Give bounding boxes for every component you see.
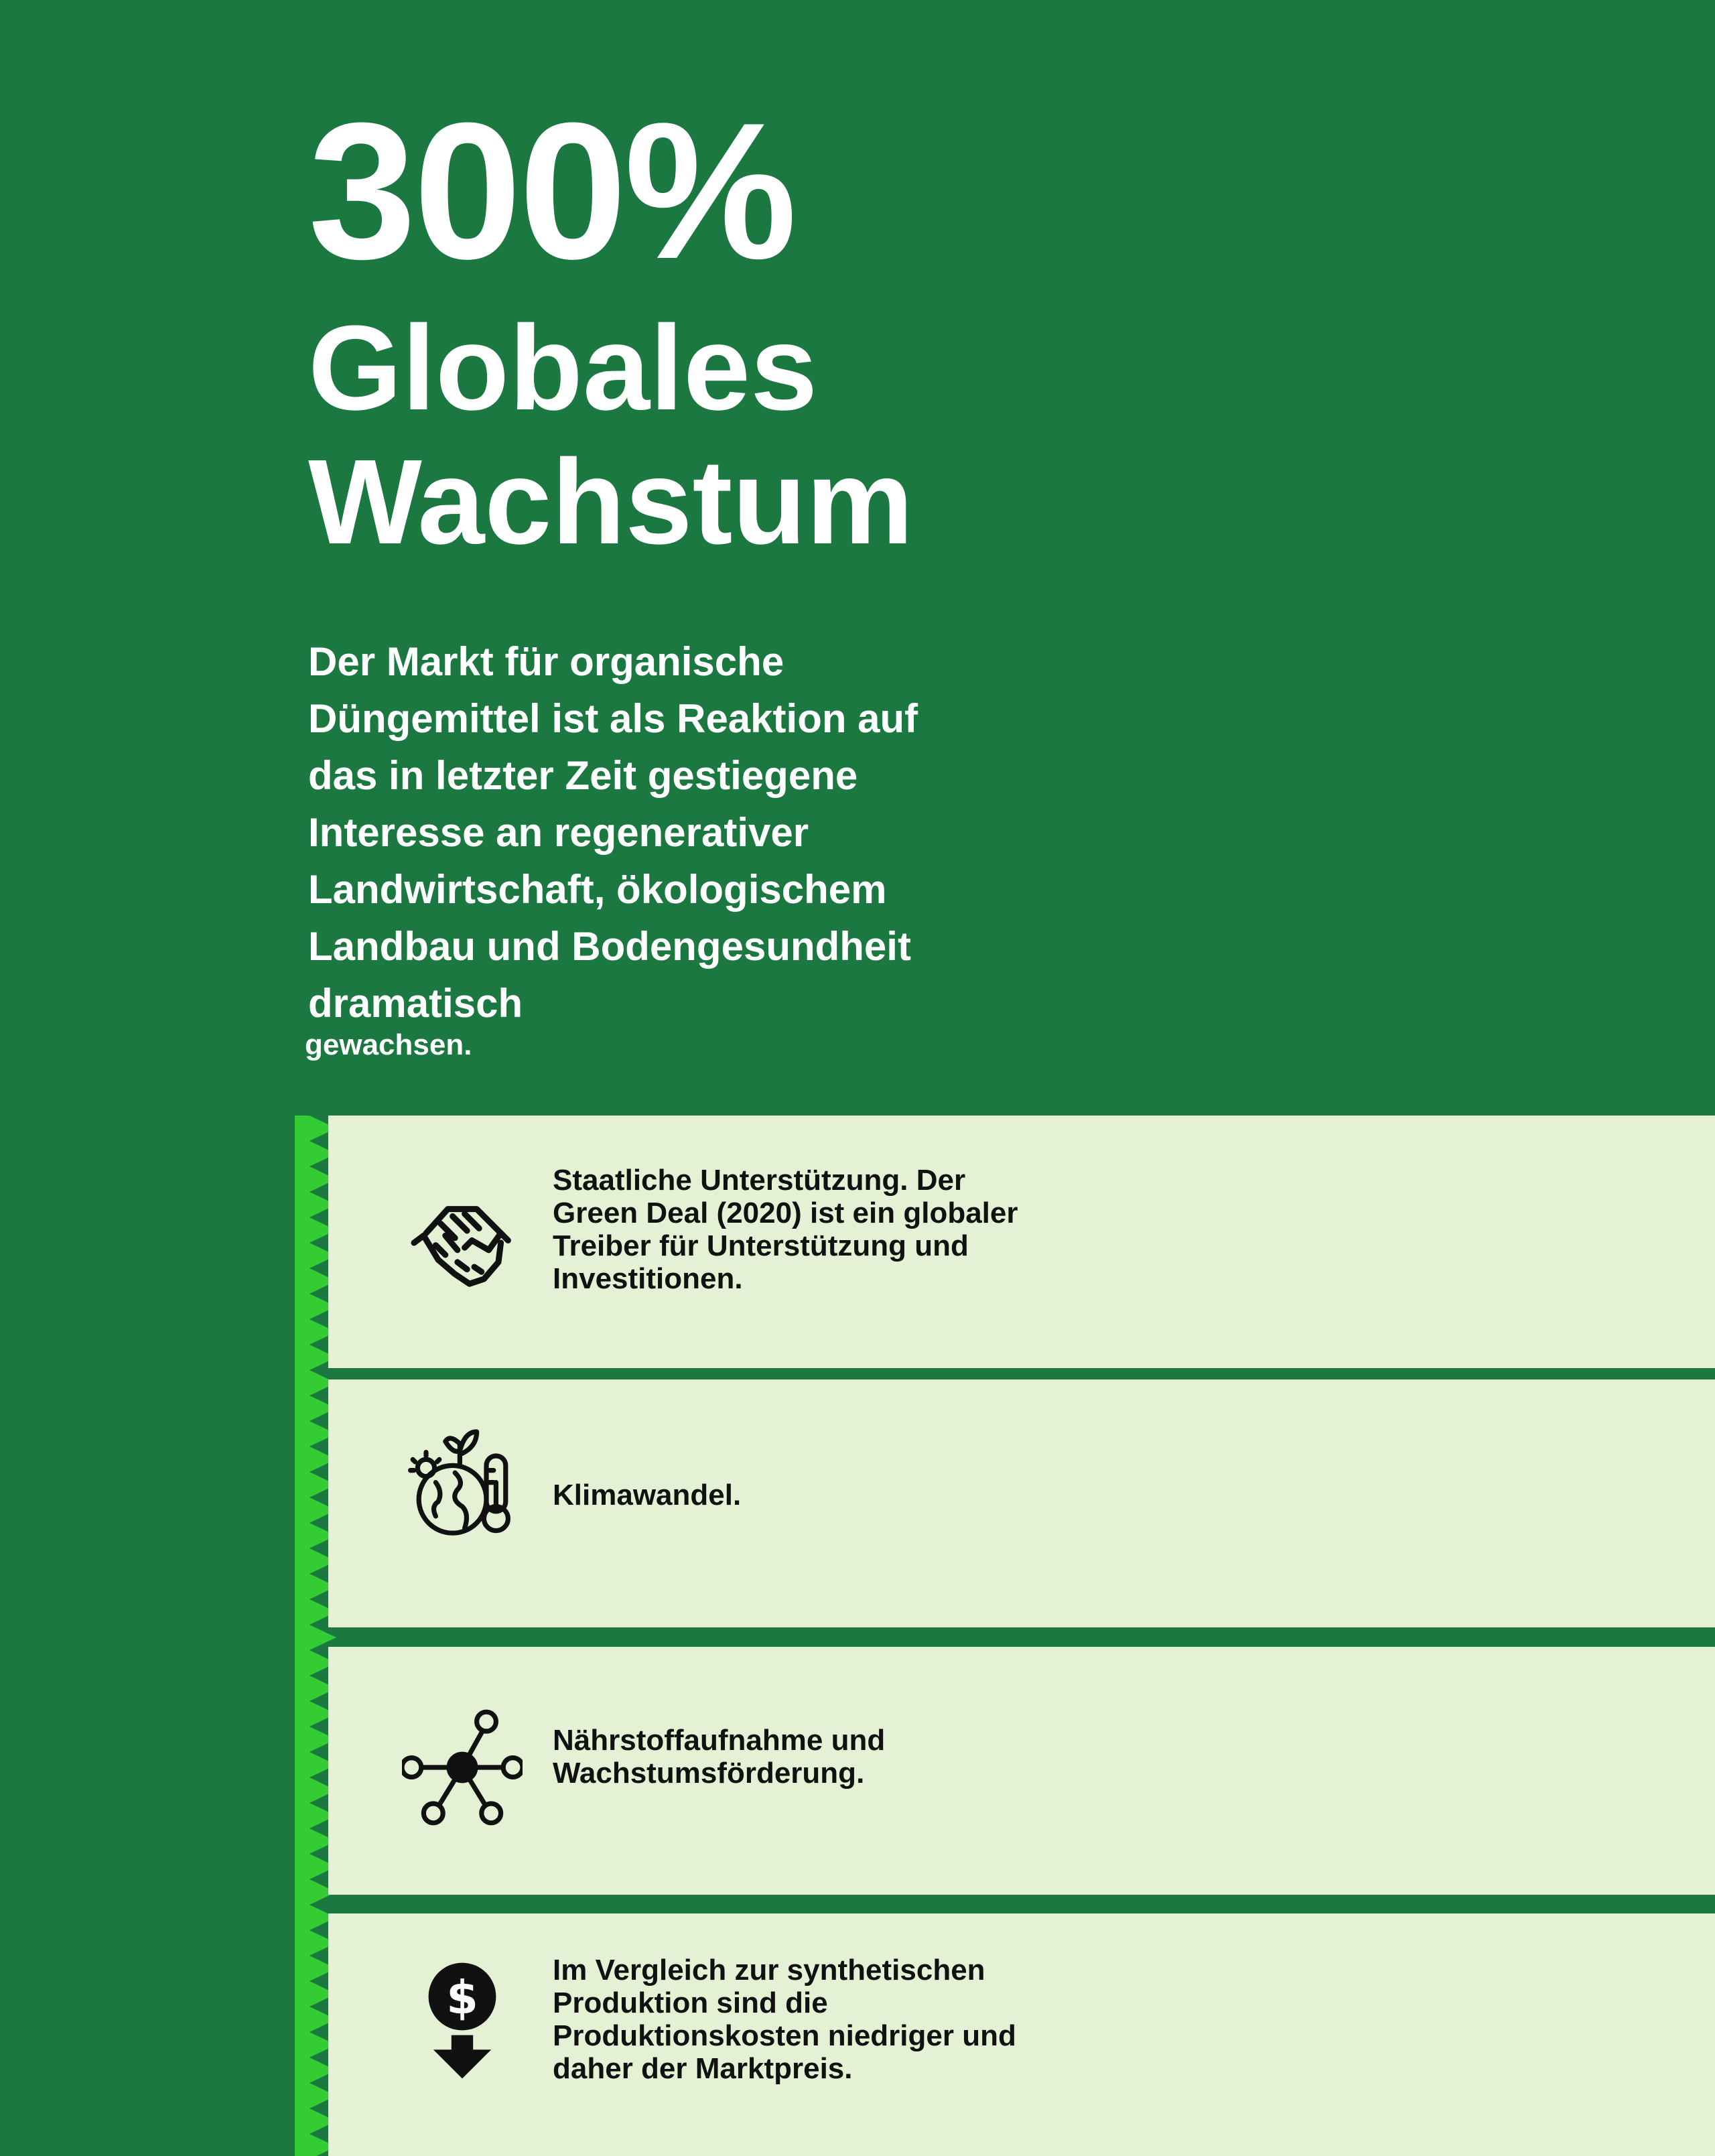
- driver-text-government: Staatliche Unterstützung. Der Green Deal (2020) ist ein globaler Treiber für Unterstützung und Investitionen.: [553, 1164, 1018, 1295]
- molecule-network-icon: [402, 1707, 523, 1828]
- hero-title-line-1: Globales: [308, 301, 818, 435]
- driver-text-cost: Im Vergleich zur synthetischen Produktion sind die Produktionskosten niedriger und daher der Marktpreis.: [553, 1954, 1016, 2085]
- climate-globe-thermometer-icon: [402, 1420, 523, 1540]
- svg-text:$: $: [446, 1972, 478, 2025]
- driver-row-nutrients: [328, 1647, 1715, 1895]
- driver-row-climate: [328, 1379, 1715, 1627]
- drivers-panel: [295, 1116, 1715, 2156]
- driver-row-cost: [328, 1913, 1715, 2156]
- intro-text: Der Markt für organische Düngemittel ist als Reaktion auf das in letzter Zeit gestiegene Interesse an regenerativer Landwirtschaft, ökologischem Landbau und Bodengesundheit dramatisch: [308, 639, 918, 1026]
- intro-tail: gewachsen.: [305, 1028, 472, 1061]
- driver-text-nutrients: Nährstoffaufnahme und Wachstumsförderung.: [553, 1724, 886, 1790]
- handshake-icon: [402, 1183, 523, 1303]
- driver-text-climate: Klimawandel.: [553, 1479, 742, 1511]
- hero-number: 300%: [308, 82, 795, 299]
- dollar-down-icon: [402, 1960, 523, 2081]
- hero-title: [308, 301, 1246, 569]
- hero-title-line-2: Wachstum: [308, 435, 914, 569]
- driver-row-government: [328, 1116, 1715, 1368]
